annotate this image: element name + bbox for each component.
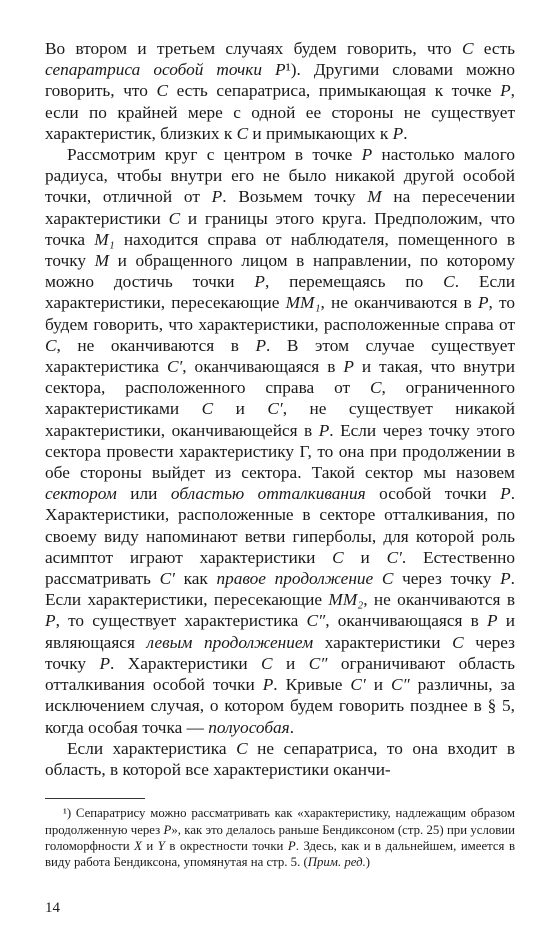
italic-text: P xyxy=(287,838,296,853)
text-run: через точку xyxy=(45,632,515,673)
paragraph-3 xyxy=(45,738,515,780)
italic-text: Y xyxy=(157,838,165,853)
text-run: на пересечении характеристики xyxy=(45,187,516,228)
text-run: Во втором и третьем случаях будем говорить, что xyxy=(45,39,462,58)
text-run: и xyxy=(343,547,387,567)
italic-text: P xyxy=(254,272,265,292)
text-run: через точку xyxy=(393,569,501,589)
text-run: . В этом случае существует характеристика xyxy=(45,335,516,377)
italic-text: C′ xyxy=(386,547,402,567)
italic-text: M xyxy=(367,187,382,207)
text-run: . Характеристики xyxy=(110,653,262,673)
italic-text: C′ xyxy=(350,675,366,695)
italic-text: P xyxy=(486,611,498,631)
italic-text: C xyxy=(45,335,57,355)
italic-text: C xyxy=(443,272,455,292)
text-run: ограничивают область отталкивания особой точки xyxy=(45,653,515,695)
italic-text: полуособая xyxy=(208,717,290,737)
text-run: не сепаратриса, то она входит в область, в которой все характеристики оканчи- xyxy=(45,738,516,779)
italic-text: P xyxy=(255,335,267,355)
italic-text: C′ xyxy=(166,357,183,377)
text-run: и xyxy=(365,675,391,695)
text-run: ¹) Сепаратрису можно рассматривать как «характеристику, надлежащим образом продолженную через xyxy=(45,806,515,837)
italic-text: C xyxy=(156,81,168,101)
text-run: , не существует никакой характеристики, оканчивающейся в xyxy=(45,399,516,440)
text-run: , не оканчиваются в xyxy=(56,335,256,355)
text-run: находится справа от наблюдателя, помещенного в точку xyxy=(45,229,515,271)
italic-text: C xyxy=(332,547,344,567)
text-run: », как это делалось раньше Бендиксоном (стр. 25) при условии голоморфности xyxy=(45,822,515,853)
text-run: , если по крайней мере с одной ее стороны не существует характеристик, близких к xyxy=(45,81,515,143)
italic-text: C xyxy=(261,653,273,673)
text-run: или xyxy=(116,484,171,504)
text-run: характеристики xyxy=(313,632,453,652)
italic-text: P xyxy=(500,81,511,101)
text-run: , оканчивающаяся в xyxy=(325,611,487,631)
italic-text: областью отталкивания xyxy=(170,484,366,504)
text-run: , то существует характеристика xyxy=(55,611,307,631)
italic-text: P xyxy=(163,822,172,837)
text-run: . xyxy=(403,123,408,143)
italic-text: C xyxy=(236,123,249,143)
italic-text: C″ xyxy=(308,653,328,673)
footnote-divider xyxy=(45,798,145,799)
italic-text: M xyxy=(94,251,110,271)
italic-text: C′ xyxy=(267,399,283,419)
italic-text: P xyxy=(500,484,511,504)
text-run: ) xyxy=(365,855,371,870)
text-run: особой точки xyxy=(365,484,501,504)
italic-text: X xyxy=(134,838,142,853)
italic-text: MM₂ xyxy=(328,590,364,610)
text-run: есть xyxy=(473,39,515,58)
text-run: . Если характеристики, пересекающие xyxy=(45,569,515,610)
text-run: ¹). Другими словами можно говорить, что xyxy=(45,60,515,101)
page-number: 14 xyxy=(45,900,60,916)
text-run: Если характеристика xyxy=(67,738,237,758)
italic-text: Прим. ред. xyxy=(307,855,366,870)
italic-text: левым продолжением xyxy=(146,632,314,652)
italic-text: M₁ xyxy=(94,229,115,249)
text-run: , оканчивающаяся в xyxy=(182,357,344,377)
italic-text: P xyxy=(343,357,354,377)
text-run: . Если через точку этого сектора провести характеристику Г, то она при продолжении в обе стороны выйдет из сектора. Такой сектор мы назовем xyxy=(45,420,515,483)
footnote xyxy=(45,805,515,871)
text-run: . Возьмем точку xyxy=(222,187,368,207)
italic-text: C xyxy=(236,738,248,758)
text-run: и такая, что внутри сектора, расположенного справа от xyxy=(45,357,515,398)
italic-text: P xyxy=(45,611,56,631)
text-run: . Характеристики, расположенные в секторе отталкивания, по своему виду напоминают ветви гиперболы, для которой роль асимптот играют характеристики xyxy=(45,484,516,567)
text-run: . Здесь, как и в дальнейшем, имеется в виду работа Бендиксона, упомянутая на стр. 5. ( xyxy=(45,838,515,870)
text-run: , перемещаясь по xyxy=(264,272,444,292)
italic-text: C xyxy=(452,632,464,652)
text-run: есть сепаратриса, примыкающая к точке xyxy=(167,81,501,101)
italic-text: C xyxy=(461,39,474,58)
italic-text: C″ xyxy=(306,611,326,631)
text-run: и границы этого круга. Предположим, что точка xyxy=(45,208,515,249)
text-run: различны, за исключением случая, о котором будем говорить позднее в § 5, когда особая точка — xyxy=(45,675,515,737)
text-run: и xyxy=(141,838,158,853)
text-run: , ограниченного характеристиками xyxy=(45,378,516,419)
italic-text: P xyxy=(99,653,110,673)
text-run: , не оканчиваются в xyxy=(363,590,515,610)
text-run: , то будем говорить, что характеристики, расположенные справа от xyxy=(45,293,515,334)
italic-text: P xyxy=(361,145,373,165)
text-run: и обращенного лицом в направлении, по которому можно достичь точки xyxy=(45,251,515,292)
italic-text: P xyxy=(500,569,511,589)
italic-text: C xyxy=(369,378,382,398)
italic-text: C′ xyxy=(159,569,175,589)
italic-text: P xyxy=(262,675,274,695)
text-run: и примыкающих к xyxy=(248,123,393,143)
paragraph-2 xyxy=(45,144,515,738)
text-run: Рассмотрим круг с центром в точке xyxy=(67,145,362,165)
text-run: . xyxy=(289,717,295,737)
text-run: . Естественно рассматривать xyxy=(45,547,515,589)
text-run: . Кривые xyxy=(273,675,351,695)
text-run: и являющаяся xyxy=(45,611,515,652)
italic-text: сепаратриса особой точки P xyxy=(45,60,286,80)
text-run: , не оканчиваются в xyxy=(320,293,478,313)
page-body xyxy=(45,38,515,871)
paragraph-1 xyxy=(45,38,515,144)
italic-text: сектором xyxy=(45,484,117,504)
italic-text: P xyxy=(318,420,330,440)
text-run: настолько малого радиуса, чтобы внутри его не было никакой другой особой точки, отличной от xyxy=(45,145,515,207)
italic-text: P xyxy=(477,293,489,313)
italic-text: P xyxy=(392,123,404,143)
italic-text: P xyxy=(211,187,223,207)
text-run: и xyxy=(272,653,309,673)
italic-text: C″ xyxy=(390,675,410,695)
text-run: как xyxy=(174,569,217,589)
text-run: и xyxy=(213,399,268,419)
text-run: в окрестности точки xyxy=(164,838,288,853)
text-run: . Если характеристики, пересекающие xyxy=(45,272,515,313)
italic-text: C xyxy=(168,208,181,228)
italic-text: C xyxy=(201,399,214,419)
italic-text: правое продолжение C xyxy=(216,569,394,589)
italic-text: MM₁ xyxy=(285,293,321,313)
